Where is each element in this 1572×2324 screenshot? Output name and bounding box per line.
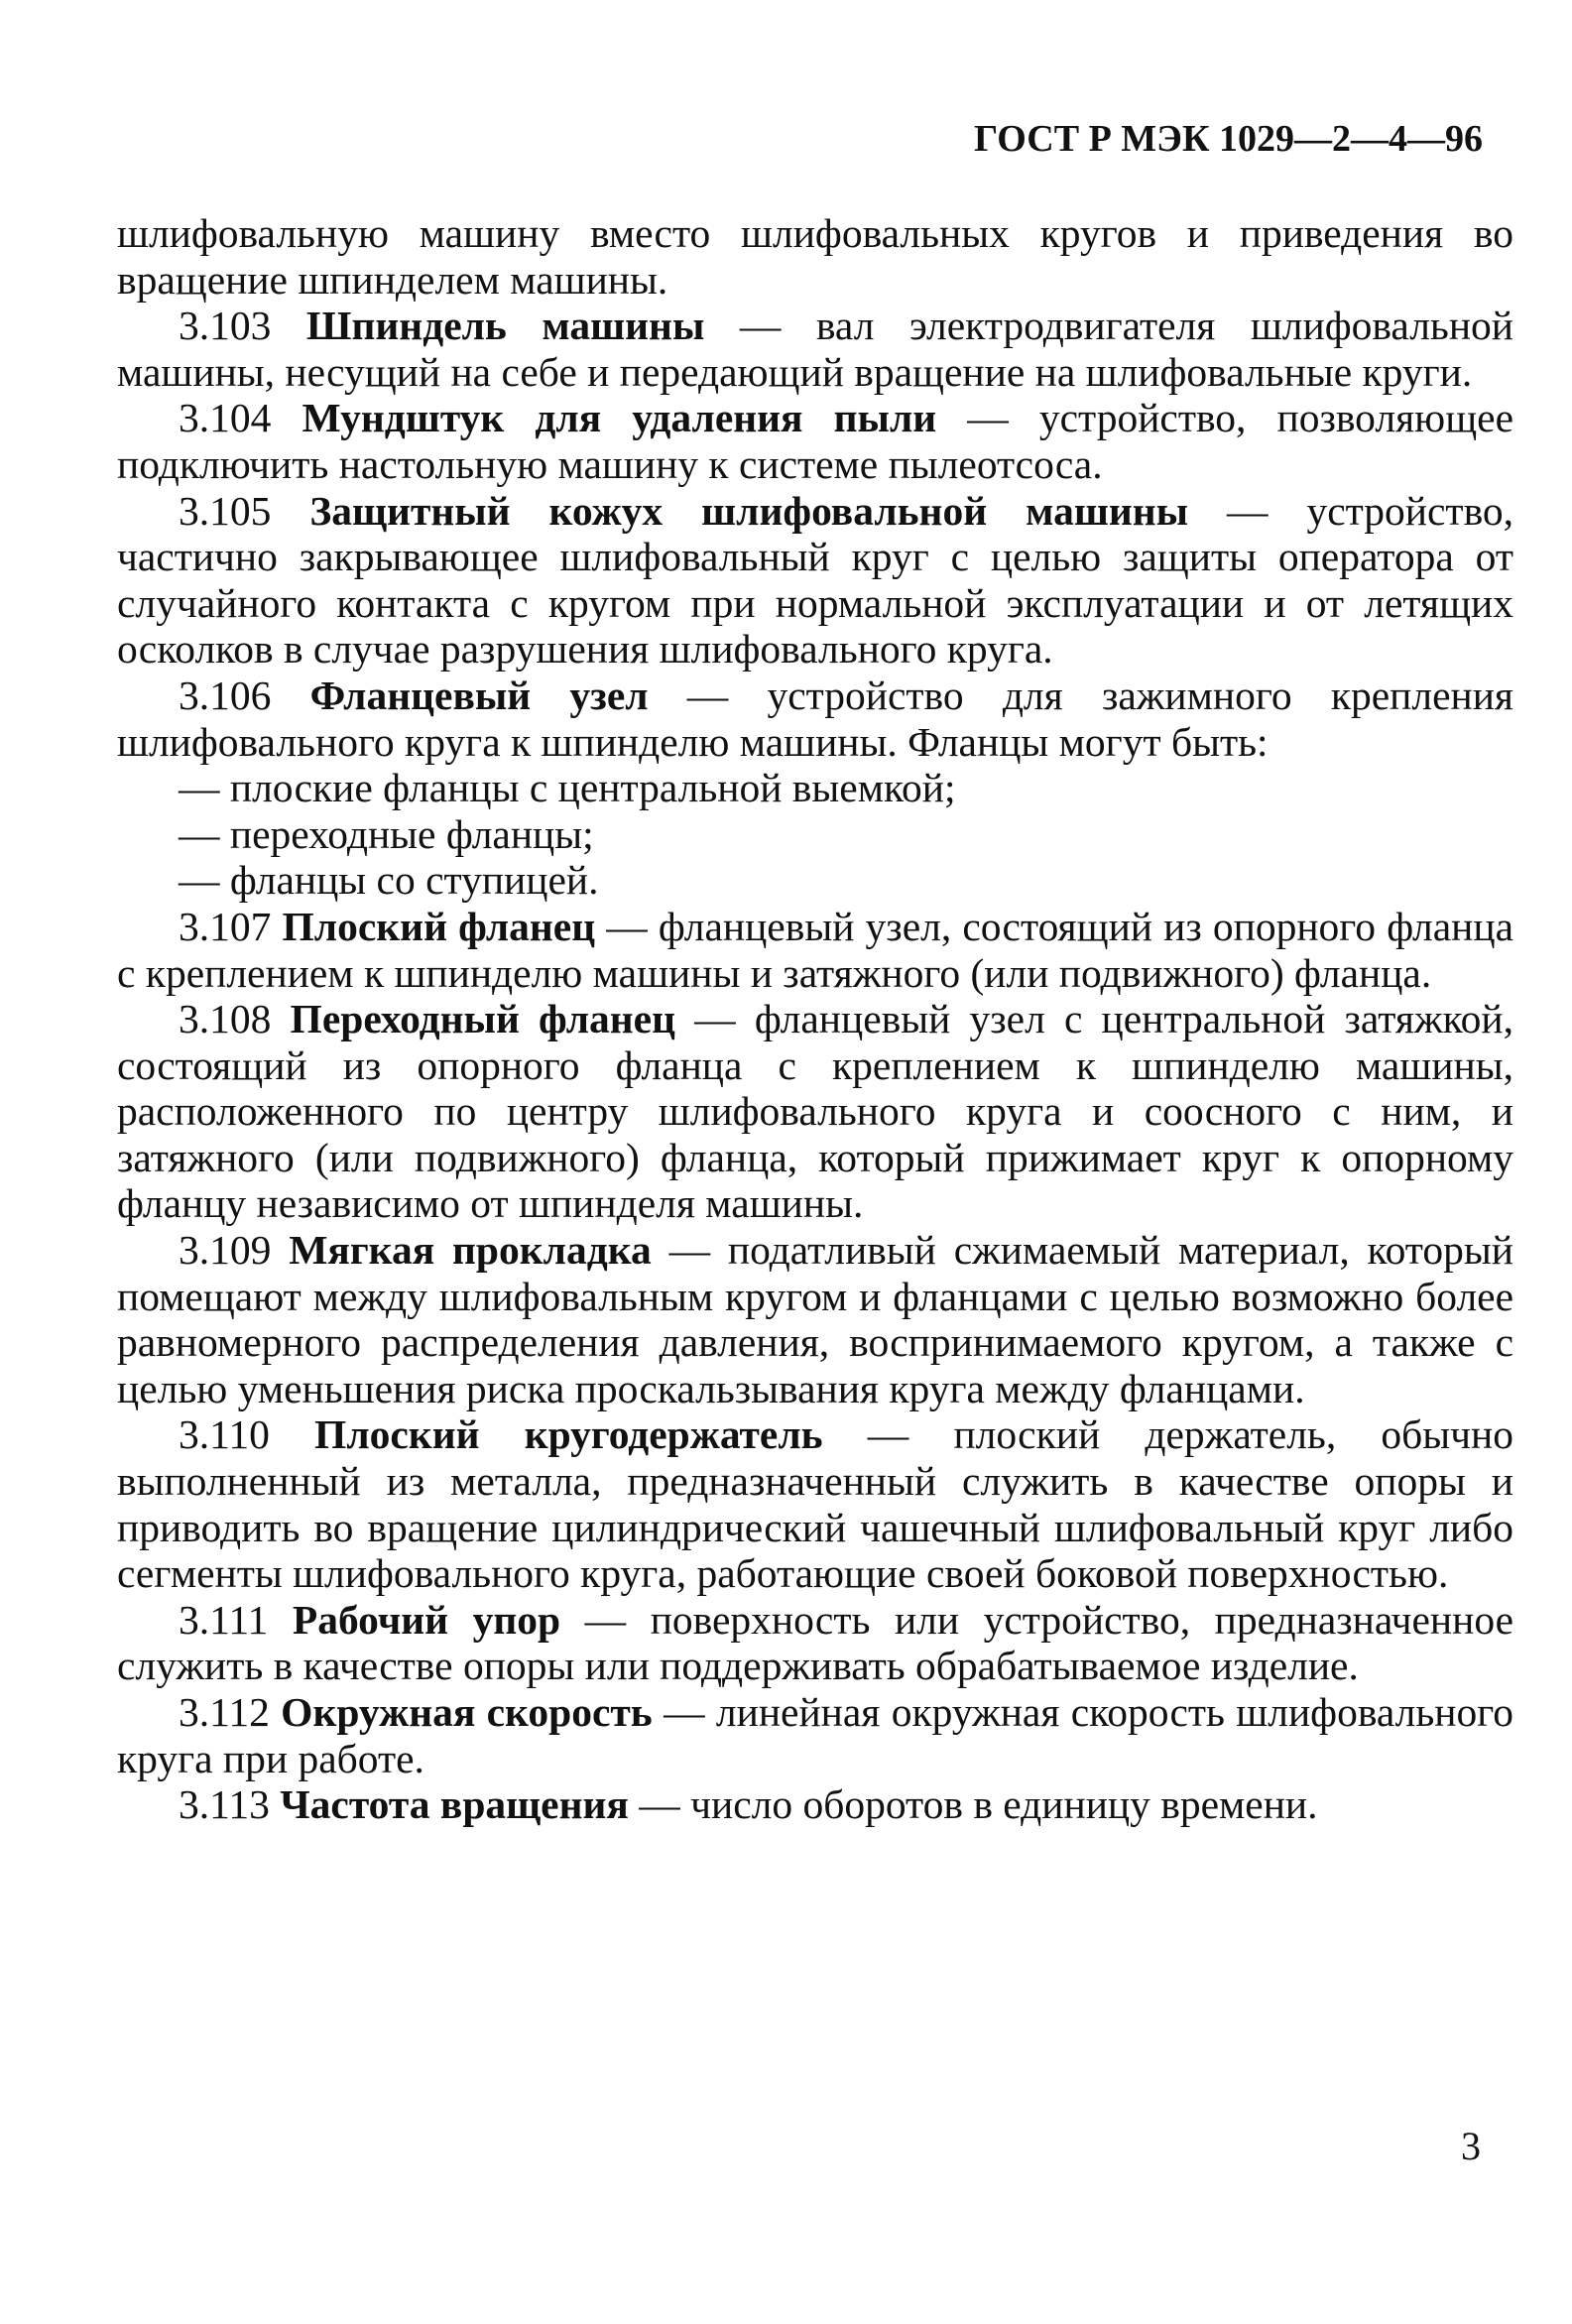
term-number: 3.107 (179, 903, 272, 949)
term-number: 3.104 (179, 395, 272, 441)
page-number: 3 (1461, 2124, 1481, 2168)
term-paragraph (117, 673, 1513, 765)
term-number: 3.112 (179, 1689, 270, 1735)
term-paragraph (117, 1411, 1513, 1596)
term-number: 3.110 (179, 1411, 270, 1458)
term-name: Окружная скорость (281, 1689, 653, 1735)
term-definition: — фланцевый узел, состоящий из опорного фланца с креплением к шпинделю машины и затяжного (или подвижного) фланца. (117, 903, 1514, 996)
term-number: 3.106 (179, 672, 272, 718)
flange-list (117, 765, 1513, 904)
term-paragraph (117, 1597, 1513, 1689)
term-name: Мундштук для удаления пыли (302, 395, 937, 441)
term-name: Фланцевый узел (309, 672, 649, 718)
term-definition: — плоский держатель, обычно выполненный из металла, предназначенный служить в качестве опоры и приводить во вращение цилиндрический чашечный шлифовальный круг либо сегменты шлифовального круга, работающие своей боковой поверхностью. (117, 1411, 1514, 1597)
term-name: Шпиндель машины (305, 303, 705, 349)
term-number: 3.103 (179, 303, 272, 349)
term-definition: — фланцевый узел с центральной затяжкой, состоящий из опорного фланца с креплением к шпинделю машины, расположенного по центру шлифовального круга и соосного с ним, и затяжного (или подвижного) фланца, который прижимает круг к опорному фланцу независимо от шпинделя машины. (117, 996, 1514, 1227)
term-paragraph (117, 1689, 1513, 1781)
flange-list-item: — переходные фланцы; (179, 810, 594, 857)
term-number: 3.109 (179, 1227, 272, 1274)
term-paragraph (117, 996, 1513, 1227)
term-paragraph (117, 488, 1513, 673)
term-paragraph (117, 904, 1513, 996)
term-definition: — число оборотов в единицу времени. (628, 1781, 1318, 1828)
term-paragraph (117, 1227, 1513, 1411)
term-definition: — вал электродвигателя шлифовальной машины, несущий на себе и передающий вращение на шлифовальные круги. (117, 303, 1513, 395)
flange-list-item: — плоские фланцы с центральной выемкой; (179, 765, 956, 811)
term-name: Плоский фланец (282, 903, 596, 949)
term-name: Рабочий упор (292, 1596, 561, 1643)
term-number: 3.111 (179, 1596, 269, 1643)
term-name: Переходный фланец (290, 996, 675, 1042)
term-number: 3.105 (179, 487, 272, 534)
term-definition: — устройство, частично закрывающее шлифовальный круг с целью защиты оператора от случайного контакта с кругом при нормальной эксплуатации и от летящих осколков в случае разрушения шлифовального круга. (117, 487, 1514, 673)
term-name: Частота вращения (280, 1781, 629, 1828)
term-definition: — поверхность или устройство, предназначенное служить в качестве опоры или поддерживать обрабатываемое изделие. (117, 1596, 1513, 1689)
term-number: 3.108 (179, 996, 272, 1042)
term-definition: — линейная окружная скорость шлифовального круга при работе. (117, 1689, 1513, 1781)
term-definition: — устройство для зажимного крепления шлифовального круга к шпинделю машины. Фланцы могут быть: (117, 672, 1513, 765)
term-paragraph (117, 395, 1513, 487)
term-name: Мягкая прокладка (289, 1227, 652, 1274)
terms-block (117, 904, 1513, 1828)
flange-list-item: — фланцы со ступицей. (179, 857, 599, 904)
terms-block (117, 303, 1513, 765)
term-paragraph (117, 303, 1513, 395)
term-number: 3.113 (179, 1781, 270, 1828)
document-header: ГОСТ Р МЭК 1029—2—4—96 (974, 118, 1483, 160)
term-name: Плоский кругодержатель (314, 1411, 823, 1458)
term-definition: — податливый сжимаемый материал, который помещают между шлифовальным кругом и фланцами с целью возможно более равномерного распределения давления, воспринимаемого кругом, а также с целью уменьшения риска проскальзывания круга между фланцами. (117, 1227, 1513, 1411)
document-body (117, 210, 1513, 1828)
term-paragraph (117, 1781, 1513, 1828)
term-name: Защитный кожух шлифовальной машины (309, 487, 1189, 534)
term-definition: — устройство, позволяющее подключить настольную машину к системе пылеотсоса. (117, 395, 1513, 487)
intro-paragraph: шлифовальную машину вместо шлифовальных кругов и приведения во вращение шпинделем машины. (117, 210, 1513, 303)
